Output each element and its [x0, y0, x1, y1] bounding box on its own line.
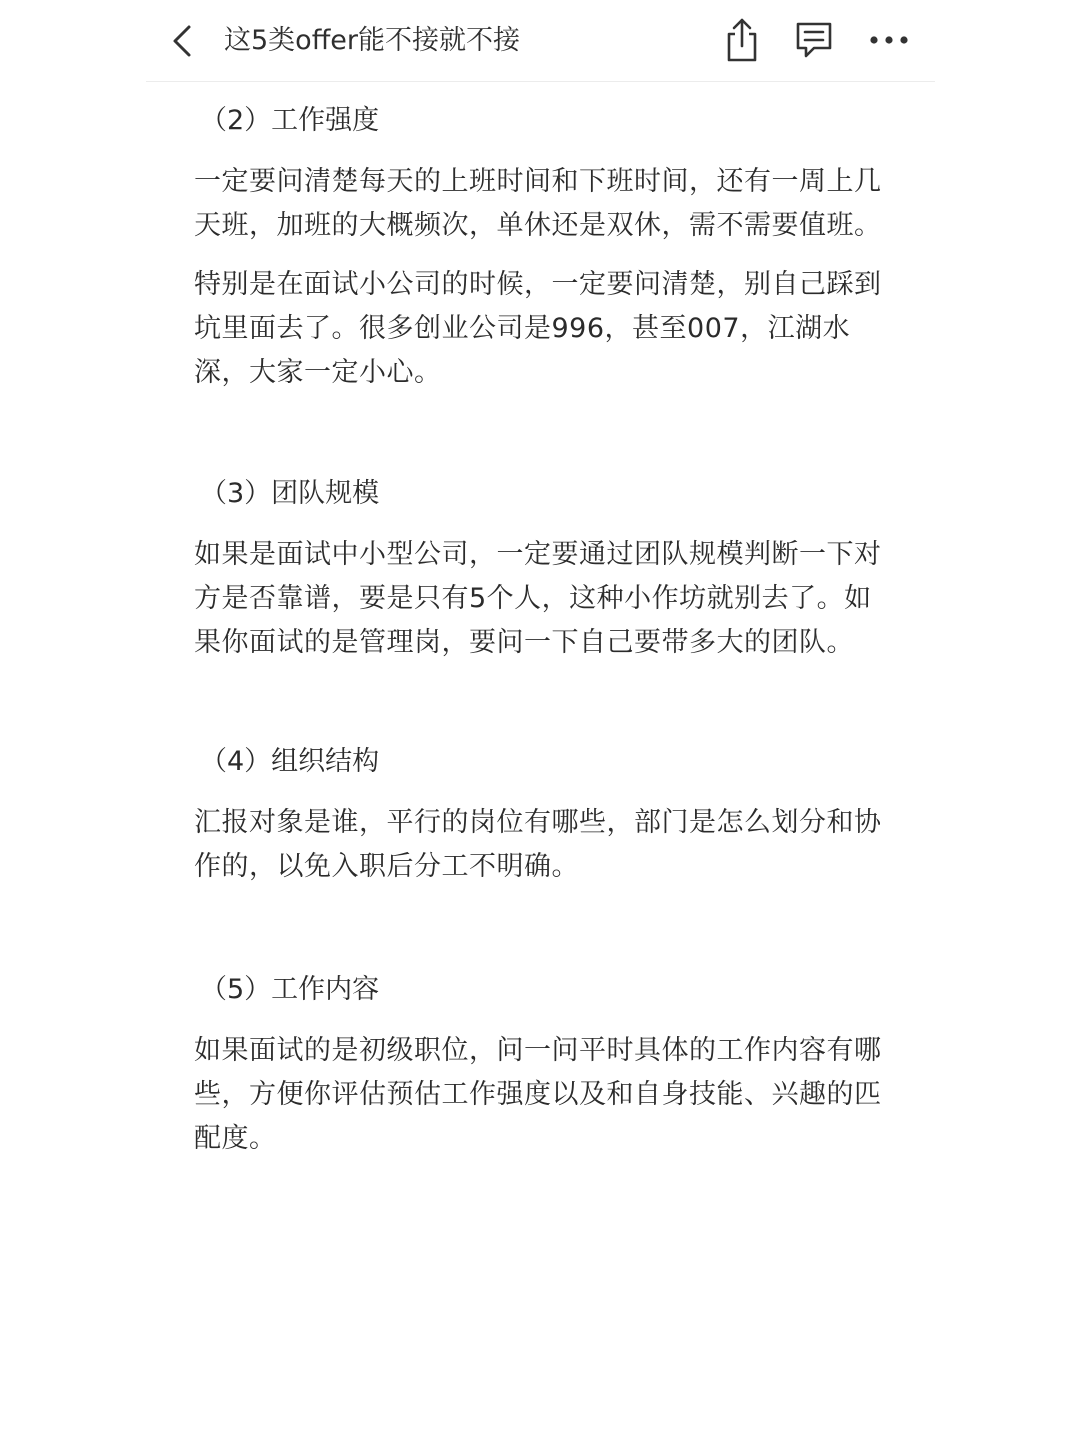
- share-button[interactable]: [720, 14, 764, 66]
- paragraph: 如果是面试中小型公司，一定要通过团队规模判断一下对方是否靠谱，要是只有5个人，这种小作坊就别去了。如果你面试的是管理岗，要问一下自己要带多大的团队。: [194, 539, 882, 658]
- more-dots-icon: [869, 35, 909, 45]
- comment-button[interactable]: [792, 14, 836, 66]
- section-heading: （3）团队规模: [200, 478, 380, 509]
- comment-icon: [792, 18, 836, 62]
- section-org-structure: [194, 737, 894, 889]
- chevron-left-icon: [170, 23, 194, 59]
- paragraph: 一定要问清楚每天的上班时间和下班时间，还有一周上几天班，加班的大概频次，单休还是双休，需不需要值班。: [194, 166, 882, 241]
- top-nav-bar: [146, 0, 935, 82]
- section-work-intensity: [194, 96, 894, 395]
- paragraph: 汇报对象是谁，平行的岗位有哪些，部门是怎么划分和协作的，以免入职后分工不明确。: [194, 807, 882, 882]
- section-heading: （5）工作内容: [200, 974, 380, 1005]
- section-heading: （4）组织结构: [200, 746, 380, 777]
- section-team-size: [194, 469, 894, 665]
- page-title: 这5类offer能不接就不接: [224, 25, 521, 56]
- paragraph: 特别是在面试小公司的时候，一定要问清楚，别自己踩到坑里面去了。很多创业公司是996，甚至007，江湖水深，大家一定小心。: [194, 269, 882, 388]
- paragraph: 如果面试的是初级职位，问一问平时具体的工作内容有哪些，方便你评估预估工作强度以及和自身技能、兴趣的匹配度。: [194, 1035, 882, 1154]
- article-body: [194, 96, 894, 1161]
- section-work-content: [194, 965, 894, 1161]
- more-options-button[interactable]: [864, 14, 914, 66]
- back-button[interactable]: [166, 20, 198, 62]
- section-heading: （2）工作强度: [200, 105, 380, 136]
- share-icon: [722, 16, 762, 64]
